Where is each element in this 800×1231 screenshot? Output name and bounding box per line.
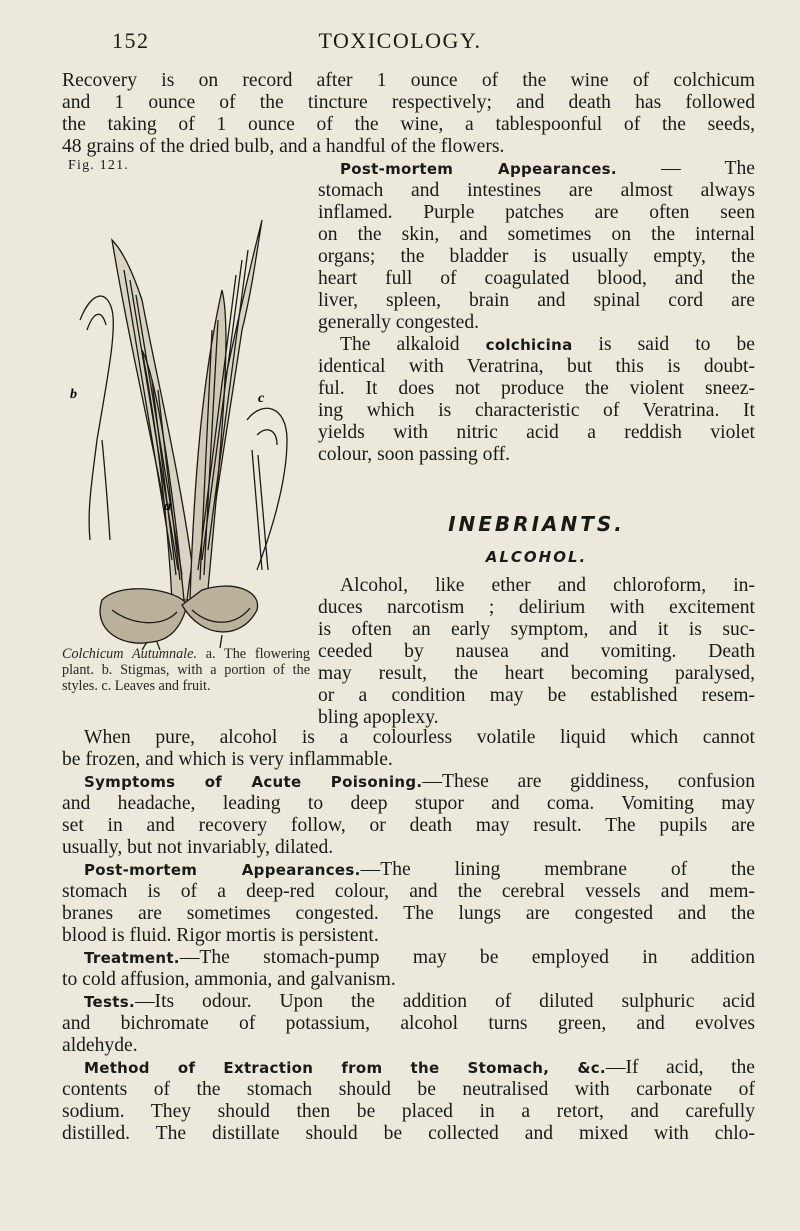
text-line: the taking of 1 ounce of the wine, a tablespoonful of the seeds, bbox=[62, 114, 755, 135]
text-line: aldehyde. bbox=[62, 1035, 138, 1056]
text-line: ceeded by nausea and vomiting. Death bbox=[318, 641, 755, 662]
section-heading-inline: Tests. bbox=[84, 993, 135, 1011]
text-line: or a condition may be established resem- bbox=[318, 685, 755, 706]
section-heading-inline: Post-mortem Appearances. bbox=[340, 160, 617, 178]
text-line: identical with Veratrina, but this is doubt- bbox=[318, 356, 755, 377]
text-line: and headache, leading to deep stupor and coma. Vomiting may bbox=[62, 793, 755, 814]
text-span: —These are giddiness, confusion bbox=[422, 771, 756, 792]
section-heading: INEBRIANTS. bbox=[448, 512, 625, 536]
text-line bbox=[62, 947, 755, 969]
text-line bbox=[318, 334, 755, 356]
text-span: —The lining membrane of the bbox=[360, 859, 755, 880]
text-line: heart full of coagulated blood, and the bbox=[318, 268, 755, 289]
text-line: colour, soon passing off. bbox=[318, 444, 511, 465]
figure-letter-b: b bbox=[70, 387, 77, 402]
text-line: Alcohol, like ether and chloroform, in- bbox=[340, 575, 755, 596]
figure-caption-species: Colchicum Autumnale. bbox=[62, 646, 197, 662]
text-line: generally congested. bbox=[318, 312, 480, 333]
text-line: may result, the heart becoming paralysed, bbox=[318, 663, 755, 684]
text-line bbox=[62, 859, 755, 881]
page-number: 152 bbox=[112, 28, 150, 53]
text-line: usually, but not invariably, dilated. bbox=[62, 837, 334, 858]
section-heading-inline: Treatment. bbox=[84, 949, 180, 967]
text-line: and 1 ounce of the tincture respectively; and death has followed bbox=[62, 92, 755, 113]
alkaloid-term: colchicina bbox=[485, 336, 573, 354]
colchicum-postmortem-paragraph bbox=[318, 158, 755, 466]
text-line: contents of the stomach should be neutralised with carbonate of bbox=[62, 1079, 755, 1100]
text-line: 48 grains of the dried bulb, and a handful of the flowers. bbox=[62, 136, 505, 157]
figure-letter-c: c bbox=[258, 391, 265, 406]
colchicum-fatal-doses-paragraph bbox=[62, 70, 755, 158]
text-line: sodium. They should then be placed in a retort, and carefully bbox=[62, 1101, 755, 1122]
text-line bbox=[62, 771, 755, 793]
text-line: is often an early symptom, and it is suc- bbox=[318, 619, 755, 640]
text-line: to cold affusion, ammonia, and galvanism. bbox=[62, 969, 396, 990]
text-span: —If acid, the bbox=[605, 1057, 755, 1078]
running-head: TOXICOLOGY. bbox=[318, 28, 482, 53]
text-span: is said to be bbox=[572, 334, 756, 355]
text-line: distilled. The distillate should be collected and mixed with chlo- bbox=[62, 1123, 755, 1144]
text-line: blood is fluid. Rigor mortis is persistent. bbox=[62, 925, 379, 946]
figure-label: Fig. 121. bbox=[68, 158, 129, 173]
text-line: stomach is of a deep-red colour, and the cerebral vessels and mem- bbox=[62, 881, 755, 902]
text-span: — The bbox=[616, 158, 756, 179]
text-line: and bichromate of potassium, alcohol turns green, and evolves bbox=[62, 1013, 755, 1034]
colchicum-figure bbox=[62, 158, 310, 650]
text-line: stomach and intestines are almost always bbox=[318, 180, 755, 201]
page-header bbox=[0, 28, 800, 58]
alcohol-intro-paragraph bbox=[318, 575, 755, 729]
text-line: When pure, alcohol is a colourless volatile liquid which cannot bbox=[84, 727, 755, 748]
text-line: bling apoplexy. bbox=[318, 707, 439, 728]
subsection-heading: ALCOHOL. bbox=[485, 548, 588, 566]
text-line: be frozen, and which is very inflammable. bbox=[62, 749, 393, 770]
text-line: branes are sometimes congested. The lungs are congested and the bbox=[62, 903, 755, 924]
figure-caption bbox=[62, 646, 310, 694]
figure-letter-a: a bbox=[164, 499, 171, 514]
section-heading-inline: Post-mortem Appearances. bbox=[84, 861, 361, 879]
text-line: organs; the bladder is usually empty, the bbox=[318, 246, 755, 267]
figure-caption-text: a. The flowering plant. b. Stigmas, with a portion of the styles. c. Leaves and fruit. bbox=[62, 646, 310, 694]
colchicum-illustration bbox=[62, 180, 302, 650]
text-span: The alkaloid bbox=[340, 334, 486, 355]
text-line bbox=[62, 1057, 755, 1079]
text-line: inflamed. Purple patches are often seen bbox=[318, 202, 755, 223]
text-line bbox=[318, 158, 755, 180]
text-line: Recovery is on record after 1 ounce of the wine of colchicum bbox=[62, 70, 755, 91]
text-line: liver, spleen, brain and spinal cord are bbox=[318, 290, 755, 311]
text-line: yields with nitric acid a reddish violet bbox=[318, 422, 755, 443]
text-line: duces narcotism ; delirium with excitement bbox=[318, 597, 755, 618]
text-line: ing which is characteristic of Veratrina. It bbox=[318, 400, 755, 421]
text-line bbox=[62, 991, 755, 1013]
alcohol-details bbox=[62, 727, 755, 1145]
section-heading-inline: Symptoms of Acute Poisoning. bbox=[84, 773, 423, 791]
text-line: ful. It does not produce the violent sneez- bbox=[318, 378, 755, 399]
text-line: set in and recovery follow, or death may result. The pupils are bbox=[62, 815, 755, 836]
text-span: —The stomach-pump may be employed in addition bbox=[179, 947, 755, 968]
section-heading-inline: Method of Extraction from the Stomach, &c. bbox=[84, 1059, 606, 1077]
text-line: on the skin, and sometimes on the internal bbox=[318, 224, 755, 245]
text-span: —Its odour. Upon the addition of diluted sulphuric acid bbox=[134, 991, 755, 1012]
